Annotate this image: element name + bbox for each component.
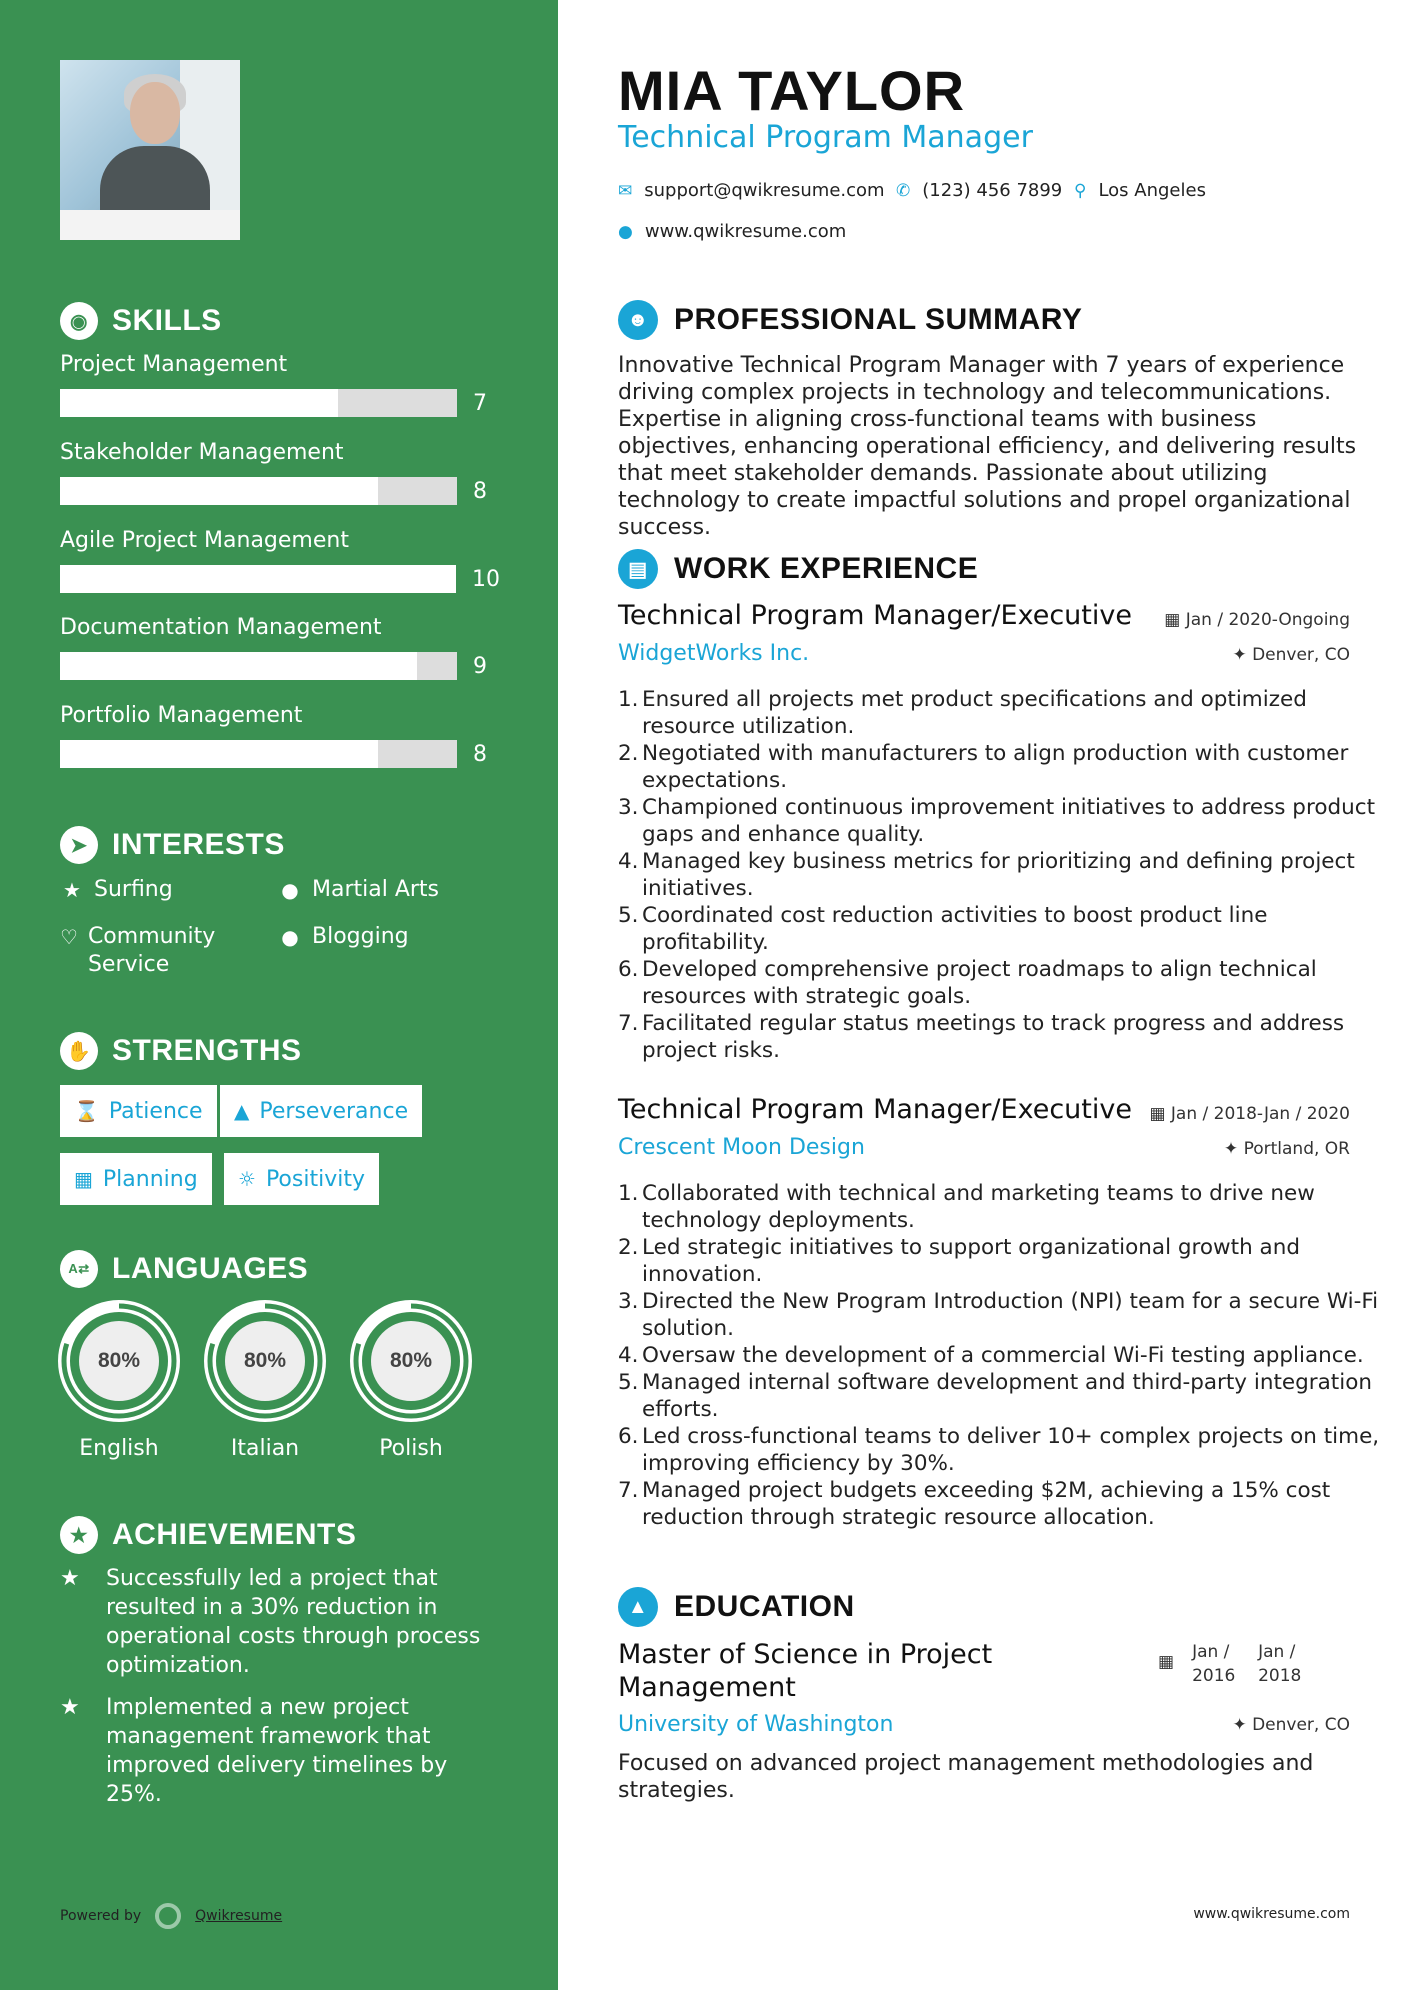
job-location: ✦ Denver, CO: [1232, 645, 1350, 665]
strength-badge: ▲ Perseverance: [220, 1085, 422, 1137]
graduation-cap-icon: ▲: [618, 1587, 658, 1627]
qwikresume-logo-icon: [155, 1903, 181, 1929]
strength-badge: ▦ Planning: [60, 1153, 212, 1205]
qwikresume-link[interactable]: Qwikresume: [195, 1908, 283, 1924]
hourglass-icon: ⌛: [74, 1099, 99, 1123]
lightbulb-icon: ◉: [60, 302, 98, 340]
list-item: 6. Led cross-functional teams to deliver 10+ complex projects on time, improving efficiency by 30%.: [618, 1424, 1380, 1476]
candidate-name: MIA TAYLOR: [618, 59, 966, 122]
globe-icon: ●: [618, 221, 633, 242]
footer-url[interactable]: www.qwikresume.com: [1193, 1906, 1350, 1922]
contact-location: ⚲ Los Angeles: [1074, 180, 1206, 201]
summary-text: Innovative Technical Program Manager with 7 years of experience driving complex projects in technology and telecommunications. Expertise in aligning cross-functional teams with business objectives, enhancing operational efficiency, and delivering results that meet stakeholder demands. Passionate about utilizing technology to create impactful solutions and propel organizational success.: [618, 353, 1357, 540]
language-icon: A⇄: [60, 1250, 98, 1288]
strength-badge: ☼ Positivity: [224, 1153, 379, 1205]
language-percent: 80%: [97, 1349, 141, 1372]
job-date: ▦ Jan / 2018-Jan / 2020: [1149, 1104, 1350, 1124]
helping-hand-icon: ♡: [60, 925, 78, 949]
skill-value: 8: [473, 741, 487, 767]
users-icon: ●: [281, 925, 299, 949]
language-item: [58, 1300, 180, 1461]
education-location: ✦ Denver, CO: [1232, 1715, 1350, 1735]
globe-icon: ●: [281, 878, 299, 902]
calendar-icon: ▦: [74, 1167, 93, 1191]
education-school: University of Washington: [618, 1712, 894, 1737]
skill-value: 8: [473, 478, 487, 504]
job-title: Technical Program Manager/Executive: [618, 600, 1132, 631]
skill-label: Documentation Management: [60, 615, 382, 640]
skills-heading: ◉ SKILLS: [60, 302, 222, 340]
education-end: Jan / 2018: [1258, 1642, 1302, 1686]
achievement-item: ★ Implemented a new project management framework that improved delivery timelines by 25%.: [60, 1695, 448, 1807]
skill-bar: [60, 565, 456, 593]
skill-label: Portfolio Management: [60, 703, 303, 728]
list-item: 4. Managed key business metrics for prioritizing and defining project initiatives.: [618, 849, 1355, 901]
language-item: [204, 1300, 326, 1461]
map-pin-icon: ⚲: [1074, 180, 1087, 201]
pin-icon: ✦: [1232, 645, 1253, 665]
experience-heading: ▤ WORK EXPERIENCE: [618, 549, 978, 589]
job-title: Technical Program Manager/Executive: [618, 1094, 1132, 1125]
skill-bar: [60, 477, 457, 505]
skill-label: Agile Project Management: [60, 528, 349, 553]
strength-badge: ⌛ Patience: [60, 1085, 217, 1137]
language-percent: 80%: [389, 1349, 433, 1372]
job-company: Crescent Moon Design: [618, 1135, 865, 1160]
education-start: Jan / 2016: [1192, 1642, 1236, 1686]
calendar-icon: ▦: [1158, 1652, 1175, 1672]
strengths-heading: ✋ STRENGTHS: [60, 1032, 302, 1070]
skill-item: [60, 440, 500, 505]
summary-heading: ☻ PROFESSIONAL SUMMARY: [618, 300, 1082, 340]
list-item: 2. Negotiated with manufacturers to align production with customer expectations.: [618, 741, 1349, 793]
education-dates: [1158, 1640, 1306, 1688]
list-item: 6. Developed comprehensive project roadmaps to align technical resources with strategic goals.: [618, 957, 1317, 1009]
list-item: 4. Oversaw the development of a commercial Wi-Fi testing appliance.: [618, 1343, 1364, 1368]
skill-bar: [60, 652, 457, 680]
list-item: 3. Championed continuous improvement initiatives to address product gaps and enhance quality.: [618, 795, 1375, 847]
contact-email[interactable]: ✉ support@qwikresume.com: [618, 180, 885, 201]
powered-by: Powered by Qwikresume: [60, 1903, 282, 1929]
skill-item: [60, 352, 500, 417]
skill-item: [60, 703, 500, 768]
skill-label: Project Management: [60, 352, 288, 377]
languages-heading: A⇄ LANGUAGES: [60, 1250, 308, 1288]
phone-icon: ✆: [896, 180, 911, 201]
contact-phone[interactable]: ✆ (123) 456 7899: [896, 180, 1063, 201]
road-icon: ▲: [234, 1099, 250, 1123]
shooting-star-icon: ★: [60, 1566, 80, 1591]
language-percent: 80%: [243, 1349, 287, 1372]
interests-heading: ➤ INTERESTS: [60, 826, 285, 864]
calendar-icon: ▦: [1164, 610, 1186, 630]
skill-item: [60, 615, 500, 680]
shooting-star-icon: ★: [60, 1695, 80, 1720]
job-location: ✦ Portland, OR: [1223, 1139, 1350, 1159]
list-item: 5. Managed internal software development and third-party integration efforts.: [618, 1370, 1372, 1422]
interest-item: ● Blogging: [278, 923, 409, 951]
interest-item: ★ Surfing: [60, 876, 173, 904]
language-name: English: [79, 1436, 159, 1461]
pin-icon: ✦: [1232, 1715, 1253, 1735]
sun-icon: ☼: [238, 1167, 256, 1191]
contact-website[interactable]: ● www.qwikresume.com: [618, 221, 847, 242]
main-content: [558, 0, 1407, 1990]
language-name: Italian: [230, 1436, 300, 1461]
job-company: WidgetWorks Inc.: [618, 641, 810, 666]
language-item: [350, 1300, 472, 1461]
skill-bar: [60, 389, 457, 417]
skill-item: [60, 528, 500, 593]
achievement-item: ★ Successfully led a project that resulted in a 30% reduction in operational costs through process optimization.: [60, 1566, 481, 1678]
paper-plane-icon: ➤: [60, 826, 98, 864]
list-item: 1. Collaborated with technical and marketing teams to drive new technology deployments.: [618, 1181, 1315, 1233]
language-name: Polish: [379, 1436, 443, 1461]
skill-label: Stakeholder Management: [60, 440, 344, 465]
education-description: Focused on advanced project management methodologies and strategies.: [618, 1751, 1314, 1803]
pin-icon: ✦: [1223, 1139, 1244, 1159]
job-bullets: [618, 686, 1388, 1064]
list-item: 3. Directed the New Program Introduction (NPI) team for a secure Wi-Fi solution.: [618, 1289, 1379, 1341]
fist-icon: ✋: [60, 1032, 98, 1070]
skill-value: 7: [473, 390, 487, 416]
job-bullets: [618, 1180, 1388, 1531]
skill-value: 9: [473, 653, 487, 679]
job-date: ▦ Jan / 2020-Ongoing: [1164, 610, 1350, 630]
candidate-role: Technical Program Manager: [618, 120, 1033, 155]
skill-value: 10: [472, 566, 500, 592]
sidebar: [0, 0, 558, 1990]
education-degree: Master of Science in Project Management: [618, 1639, 993, 1703]
list-item: 5. Coordinated cost reduction activities to boost product line profitability.: [618, 903, 1268, 955]
star-icon: ★: [63, 878, 81, 902]
briefcase-icon: ▤: [618, 549, 658, 589]
list-item: 7. Managed project budgets exceeding $2M, achieving a 15% cost reduction through strategic resource allocation.: [618, 1478, 1331, 1530]
achievements-heading: ★ ACHIEVEMENTS: [60, 1516, 356, 1554]
profile-photo: [60, 60, 240, 240]
star-badge-icon: ★: [60, 1516, 98, 1554]
envelope-icon: ✉: [618, 180, 633, 201]
interest-item: ♡ Community Service: [60, 924, 216, 977]
calendar-icon: ▦: [1149, 1104, 1171, 1124]
list-item: 2. Led strategic initiatives to support organizational growth and innovation.: [618, 1235, 1300, 1287]
user-icon: ☻: [618, 300, 658, 340]
education-heading: ▲ EDUCATION: [618, 1587, 855, 1627]
list-item: 7. Facilitated regular status meetings to track progress and address project risks.: [618, 1011, 1345, 1063]
interest-item: ● Martial Arts: [278, 876, 439, 904]
skill-bar: [60, 740, 457, 768]
list-item: 1. Ensured all projects met product specifications and optimized resource utilization.: [618, 687, 1307, 739]
